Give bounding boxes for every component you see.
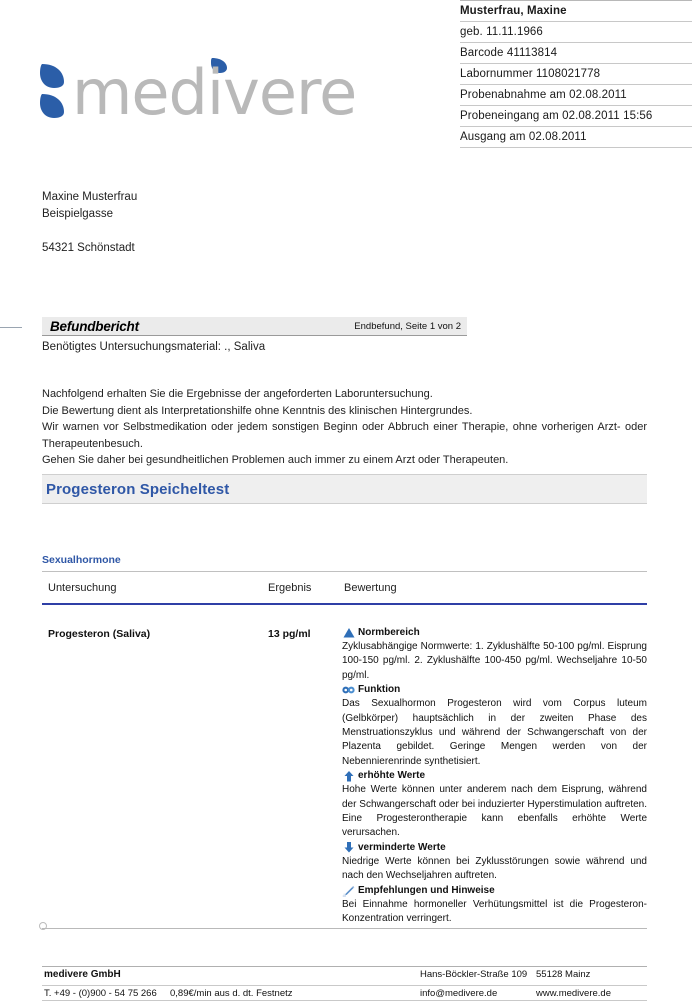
sample-collection-date: Probenabnahme am 02.08.2011 — [460, 85, 692, 106]
intro-line-3: Wir warnen vor Selbstmedikation oder jedem sonstigen Beginn oder Abbruch einer Therapie, ohne vorherigen Arzt- oder Therapeutenbesuch. — [42, 421, 647, 450]
patient-barcode: Barcode 41113814 — [460, 43, 692, 64]
report-title: Befundbericht — [50, 318, 139, 334]
result-value: 13 pg/ml — [268, 628, 311, 640]
eval-heading-verminderte-werte — [342, 841, 647, 855]
eval-heading-funktion — [342, 683, 647, 697]
result-group-rule — [42, 571, 647, 572]
sample-receipt-date: Probeneingang am 02.08.2011 15:56 — [460, 106, 692, 127]
result-analyte-name: Progesteron (Saliva) — [48, 628, 151, 640]
test-section-title: Progesteron Speicheltest — [46, 480, 230, 498]
footer-row-primary — [42, 969, 647, 988]
eval-text-verminderte-werte: Niedrige Werte können bei Zyklusstörungen sowie während und nach den Wechseljahren auftreten. — [342, 855, 647, 882]
report-issue-date: Ausgang am 02.08.2011 — [460, 127, 692, 148]
eval-text-erhoehte-werte: Hohe Werte können unter anderem nach dem Eisprung, während der Schwangerschaft oder bei induzierter Hyperstimulation auftreten. Eine Progesterontherapie kann ebenfalls erhöhte Werte verursachen. — [342, 784, 647, 839]
footer-row-secondary — [42, 988, 647, 1007]
triangle-range-icon — [342, 627, 355, 639]
result-evaluation-block — [342, 626, 647, 927]
eval-heading-text: Funktion — [358, 684, 401, 696]
address-line-name: Maxine Musterfrau — [42, 191, 138, 203]
logo-drop-upper-icon — [40, 64, 64, 88]
eval-text-normbereich: Zyklusabhängige Normwerte: 1. Zyklushälfte 50-100 pg/ml. Eisprung 100-150 pg/ml. 2. Zyklushälfte 100-450 pg/ml. Wechseljahre 10-50 pg/ml. — [342, 641, 647, 681]
footer-city: 55128 Mainz — [536, 969, 591, 980]
footer-street: Hans-Böckler-Straße 109 — [420, 969, 528, 980]
patient-birthdate: geb. 11.11.1966 — [460, 22, 692, 43]
required-material-line: Benötigtes Untersuchungsmaterial: ., Saliva — [42, 341, 266, 353]
intro-text-block — [42, 386, 647, 469]
results-bottom-rule — [42, 928, 647, 929]
eval-heading-text: Normbereich — [358, 627, 420, 638]
eval-heading-empfehlungen — [342, 884, 647, 898]
logo-artwork — [32, 52, 382, 124]
patient-info-box — [460, 0, 692, 148]
results-table-header-rule — [42, 603, 647, 605]
footer-call-rate: 0,89€/min aus d. dt. Festnetz — [170, 988, 293, 999]
footer-company-name: medivere GmbH — [44, 969, 121, 980]
patient-lab-number: Labornummer 1108021778 — [460, 64, 692, 85]
address-line-city: 54321 Schönstadt — [42, 242, 135, 254]
eval-heading-erhoehte-werte — [342, 769, 647, 783]
results-table-header — [42, 582, 647, 602]
column-header-untersuchung: Untersuchung — [48, 582, 117, 594]
intro-line-1: Nachfolgend erhalten Sie die Ergebnisse der angeforderten Laboruntersuchung. — [42, 388, 433, 400]
report-page-info: Endbefund, Seite 1 von 2 — [354, 320, 461, 332]
footer-website[interactable]: www.medivere.de — [536, 988, 611, 999]
address-spacer — [42, 223, 137, 240]
arrow-down-icon — [342, 842, 355, 854]
result-group-label: Sexualhormone — [42, 554, 121, 566]
eval-heading-text: verminderte Werte — [358, 841, 446, 853]
footer-rule-top — [42, 966, 647, 967]
logo-wordmark: medivere — [72, 56, 357, 124]
column-header-ergebnis: Ergebnis — [268, 582, 312, 594]
fold-mark — [0, 327, 22, 328]
pencil-note-icon — [342, 885, 355, 897]
medivere-logo — [32, 52, 382, 124]
test-section-title-bar — [42, 474, 647, 504]
column-header-bewertung: Bewertung — [344, 582, 397, 594]
eval-heading-text: Empfehlungen und Hinweise — [358, 884, 495, 896]
eval-heading-normbereich — [342, 626, 647, 640]
binoculars-function-icon — [342, 684, 355, 696]
address-line-street: Beispielgasse — [42, 208, 113, 220]
eval-heading-text: erhöhte Werte — [358, 770, 426, 782]
recipient-address — [42, 189, 137, 257]
intro-line-2: Die Bewertung dient als Interpretationshilfe ohne Kenntnis des klinischen Hintergrundes. — [42, 404, 473, 417]
intro-line-4: Gehen Sie daher bei gesundheitlichen Problemen auch immer zu einem Arzt oder Therapeuten. — [42, 454, 509, 466]
patient-name: Musterfrau, Maxine — [460, 1, 692, 22]
footer-phone: T. +49 - (0)900 - 54 75 266 — [44, 988, 157, 999]
eval-text-funktion: Das Sexualhormon Progesteron wird vom Corpus luteum (Gelbkörper) hauptsächlich in der zweiten Phase des Menstruationszyklus und während der Schwangerschaft von der Plazenta gebildet. Geringe Mengen werden von der Nebennierenrinde synthetisiert. — [342, 698, 647, 767]
eval-text-empfehlungen: Bei Einnahme hormoneller Verhütungsmittel ist die Progesteron-Konzentration verringert. — [342, 898, 647, 925]
report-title-bar — [42, 317, 467, 336]
arrow-up-icon — [342, 770, 355, 782]
footer-email[interactable]: info@medivere.de — [420, 988, 498, 999]
logo-drop-lower-icon — [40, 94, 64, 118]
